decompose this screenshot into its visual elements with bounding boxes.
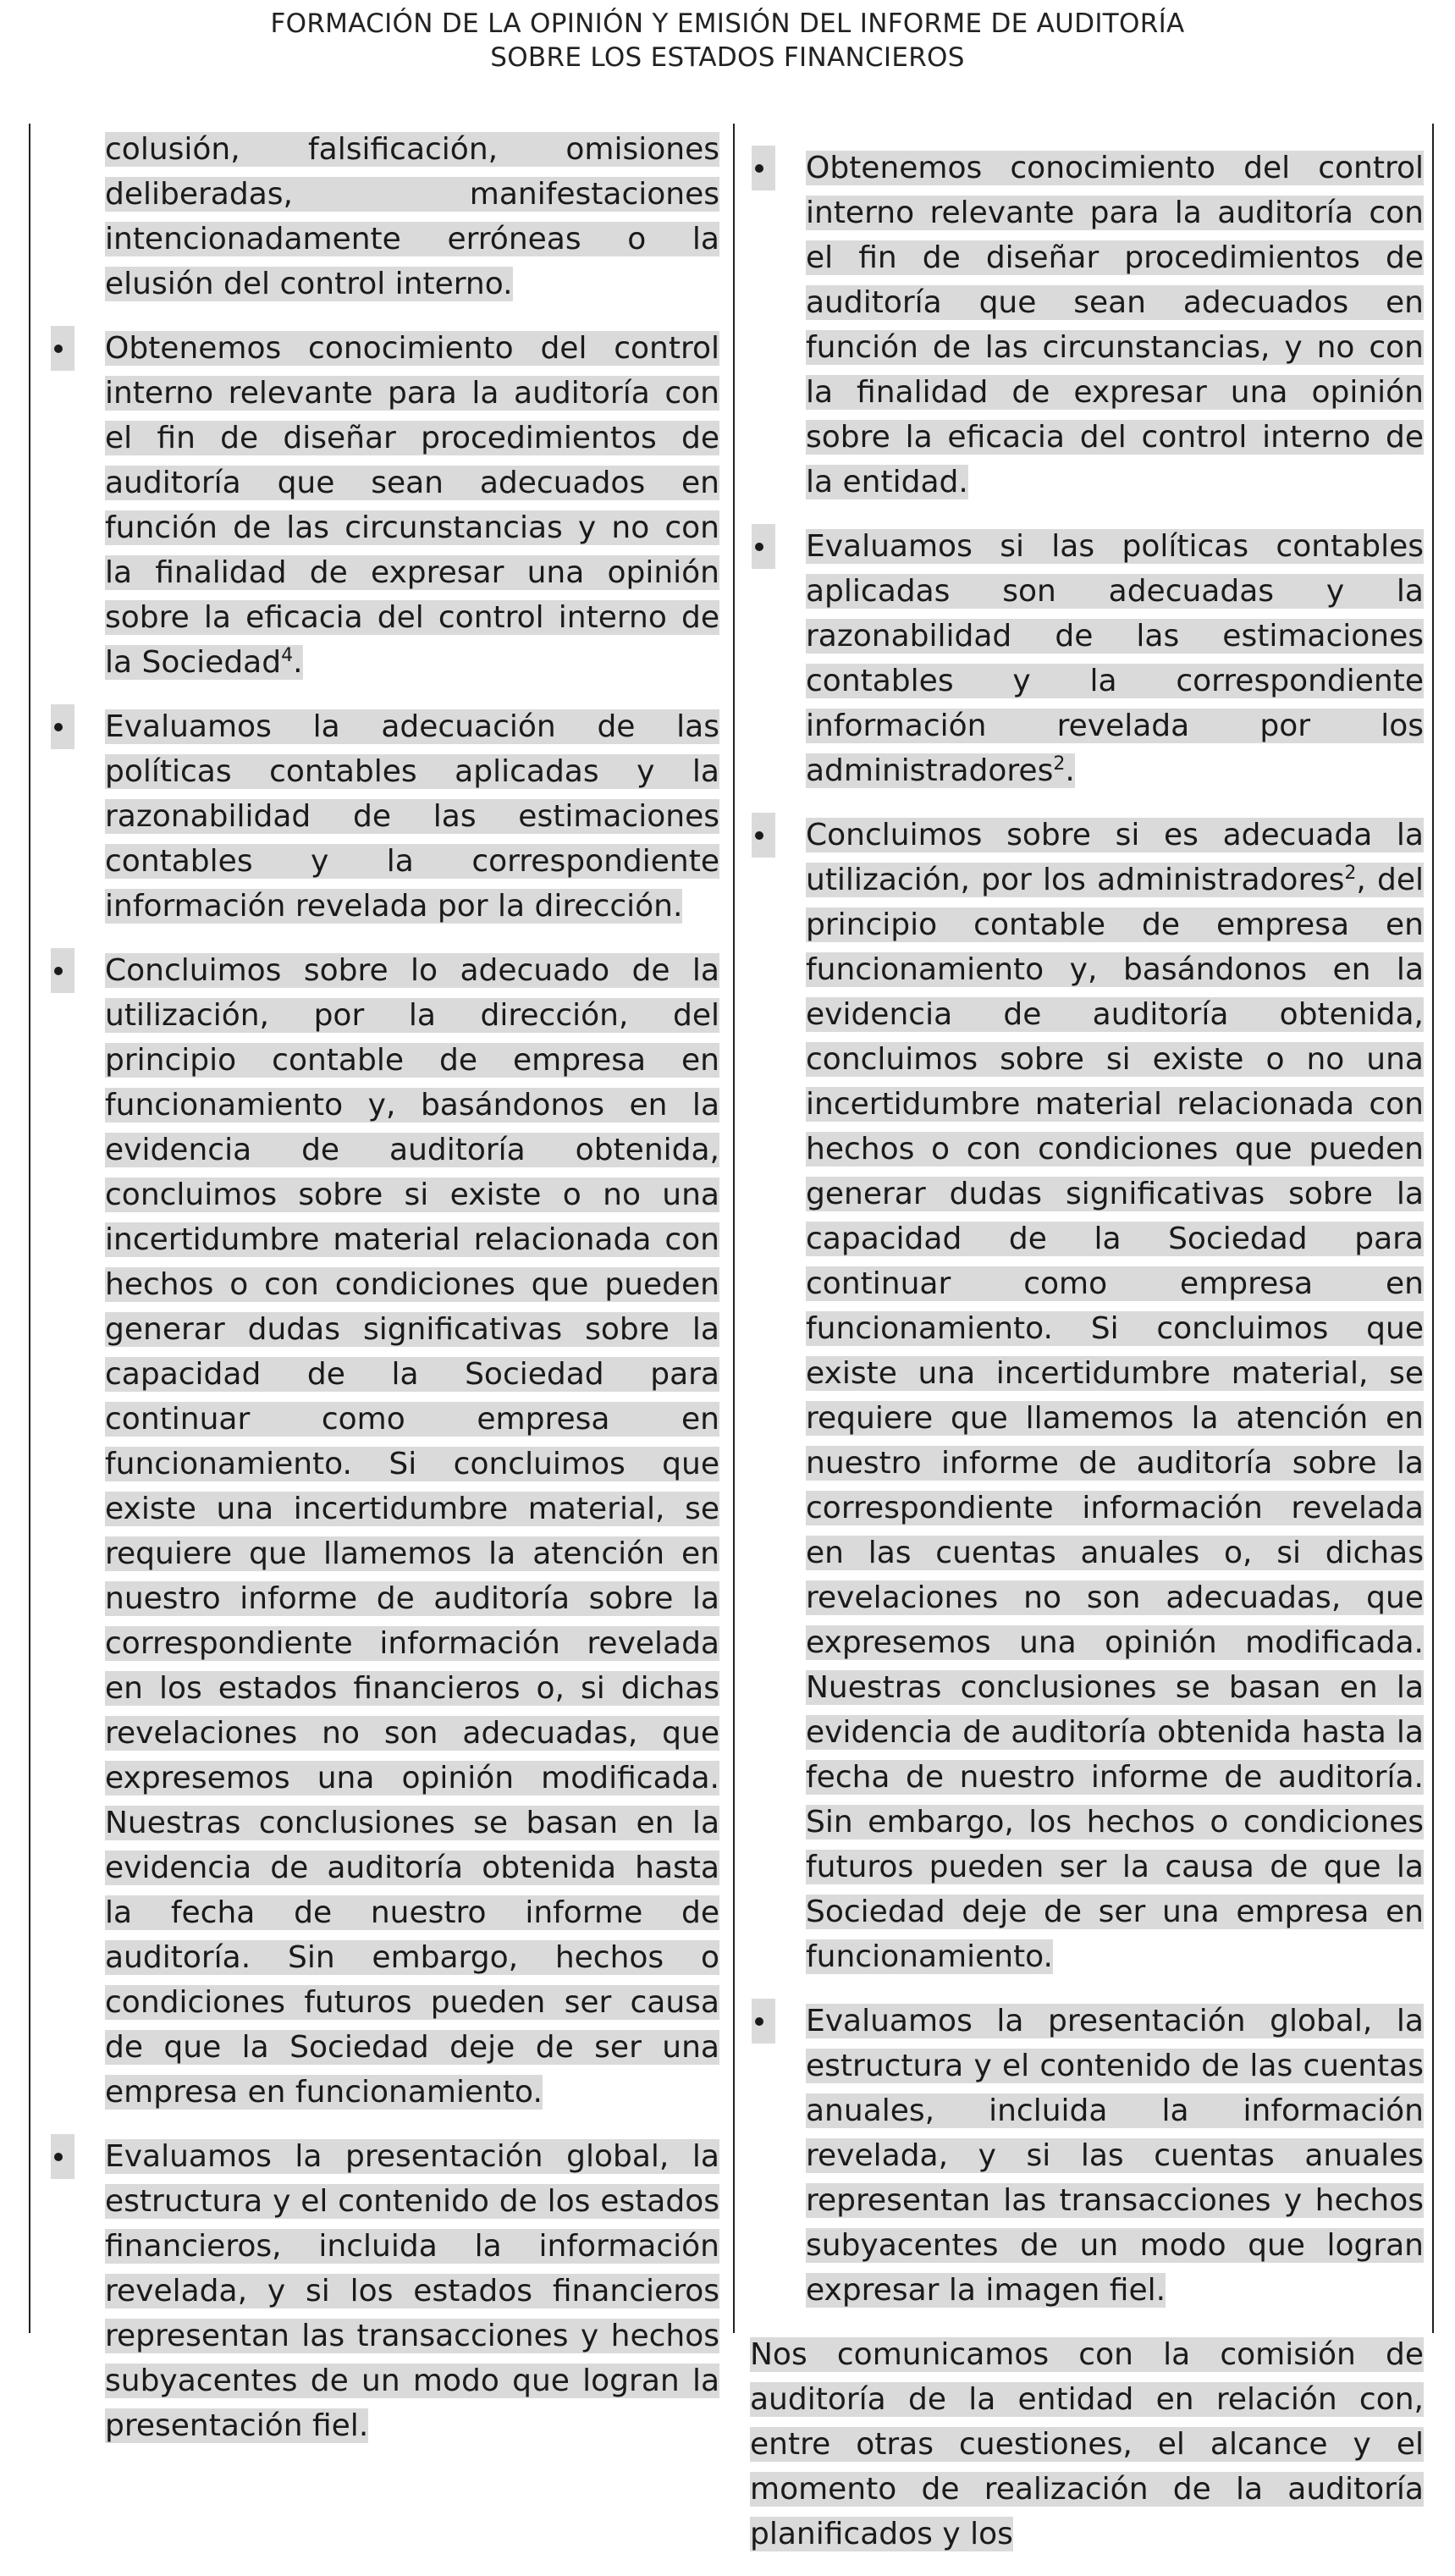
header-line-1: FORMACIÓN DE LA OPINIÓN Y EMISIÓN DEL INFORME DE AUDITORÍA bbox=[270, 8, 1185, 39]
bullet-icon bbox=[51, 948, 74, 993]
right-communication-paragraph: Nos comunicamos con la comisión de auditoría de la entidad en relación con, entre otras cuestiones, el alcance y el momento de realización de la auditoría planificados y los bbox=[750, 2337, 1424, 2551]
bullet-icon bbox=[51, 704, 74, 749]
bullet-icon bbox=[752, 524, 775, 569]
left-bullet-overall-presentation: Evaluamos la presentación global, la estructura y el contenido de los estados financieros, incluida la información revelada, y si los estados financieros representan las transacciones y hechos subyacentes de un modo que logran la presentación fiel. bbox=[49, 2134, 719, 2448]
header-line-2: SOBRE LOS ESTADOS FINANCIEROS bbox=[490, 42, 965, 73]
right-bullet-overall-presentation: Evaluamos la presentación global, la estructura y el contenido de las cuentas anuales, incluida la información revelada, y si las cuentas anuales representan las transacciones y hechos subyacentes de un modo que logran expresar la imagen fiel. bbox=[750, 1999, 1424, 2313]
bullet-icon bbox=[51, 2134, 74, 2179]
right-column bbox=[750, 146, 1424, 2576]
bullet-icon bbox=[51, 326, 74, 371]
bullet-icon bbox=[752, 1999, 775, 2044]
right-bullet-accounting-policies: Evaluamos si las políticas contables aplicadas son adecuadas y la razonabilidad de las estimaciones contables y la correspondiente información revelada por los administradores$^2$. bbox=[750, 524, 1424, 793]
right-border bbox=[1432, 124, 1434, 2333]
left-border bbox=[29, 124, 30, 2333]
page-header bbox=[0, 7, 1455, 74]
right-bullet-internal-control: Obtenemos conocimiento del control interno relevante para la auditoría con el fin de diseñar procedimientos de auditoría que sean adecuados en función de las circunstancias, y no con la finalidad de expresar una opinión sobre la eficacia del control interno de la entidad. bbox=[750, 146, 1424, 505]
left-column bbox=[49, 127, 719, 2468]
left-bullet-accounting-policies: Evaluamos la adecuación de las políticas contables aplicadas y la razonabilidad de las estimaciones contables y la correspondiente información revelada por la dirección. bbox=[49, 704, 719, 929]
left-bullet-going-concern: Concluimos sobre lo adecuado de la utilización, por la dirección, del principio contable de empresa en funcionamiento y, basándonos en la evidencia de auditoría obtenida, concluimos sobre si existe o no una incertidumbre material relacionada con hechos o con condiciones que pueden generar dudas significativas sobre la capacidad de la Sociedad para continuar como empresa en funcionamiento. Si concluimos que existe una incertidumbre material, se requiere que llamemos la atención en nuestro informe de auditoría sobre la correspondiente información revelada en los estados financieros o, si dichas revelaciones no son adecuadas, que expresemos una opinión modificada. Nuestras conclusiones se basan en la evidencia de auditoría obtenida hasta la fecha de nuestro informe de auditoría. Sin embargo, hechos o condiciones futuros pueden ser causa de que la Sociedad deje de ser una empresa en funcionamiento. bbox=[49, 948, 719, 2115]
left-continuation-paragraph: colusión, falsificación, omisiones deliberadas, manifestaciones intencionadamente erróneas o la elusión del control interno. bbox=[105, 132, 719, 301]
column-divider bbox=[733, 124, 735, 2333]
right-bullet-going-concern: Concluimos sobre si es adecuada la utilización, por los administradores$^2$, del principio contable de empresa en funcionamiento y, basándonos en la evidencia de auditoría obtenida, concluimos sobre si existe o no una incertidumbre material relacionada con hechos o con condiciones que pueden generar dudas significativas sobre la capacidad de la Sociedad para continuar como empresa en funcionamiento. Si concluimos que existe una incertidumbre material, se requiere que llamemos la atención en nuestro informe de auditoría sobre la correspondiente información revelada en las cuentas anuales o, si dichas revelaciones no son adecuadas, que expresemos una opinión modificada. Nuestras conclusiones se basan en la evidencia de auditoría obtenida hasta la fecha de nuestro informe de auditoría. Sin embargo, los hechos o condiciones futuros pueden ser la causa de que la Sociedad deje de ser una empresa en funcionamiento. bbox=[750, 813, 1424, 1979]
bullet-icon bbox=[752, 813, 775, 858]
bullet-icon bbox=[752, 146, 775, 190]
left-bullet-internal-control: Obtenemos conocimiento del control interno relevante para la auditoría con el fin de diseñar procedimientos de auditoría que sean adecuados en función de las circunstancias y no con la finalidad de expresar una opinión sobre la eficacia del control interno de la Sociedad$^4$. bbox=[49, 326, 719, 685]
